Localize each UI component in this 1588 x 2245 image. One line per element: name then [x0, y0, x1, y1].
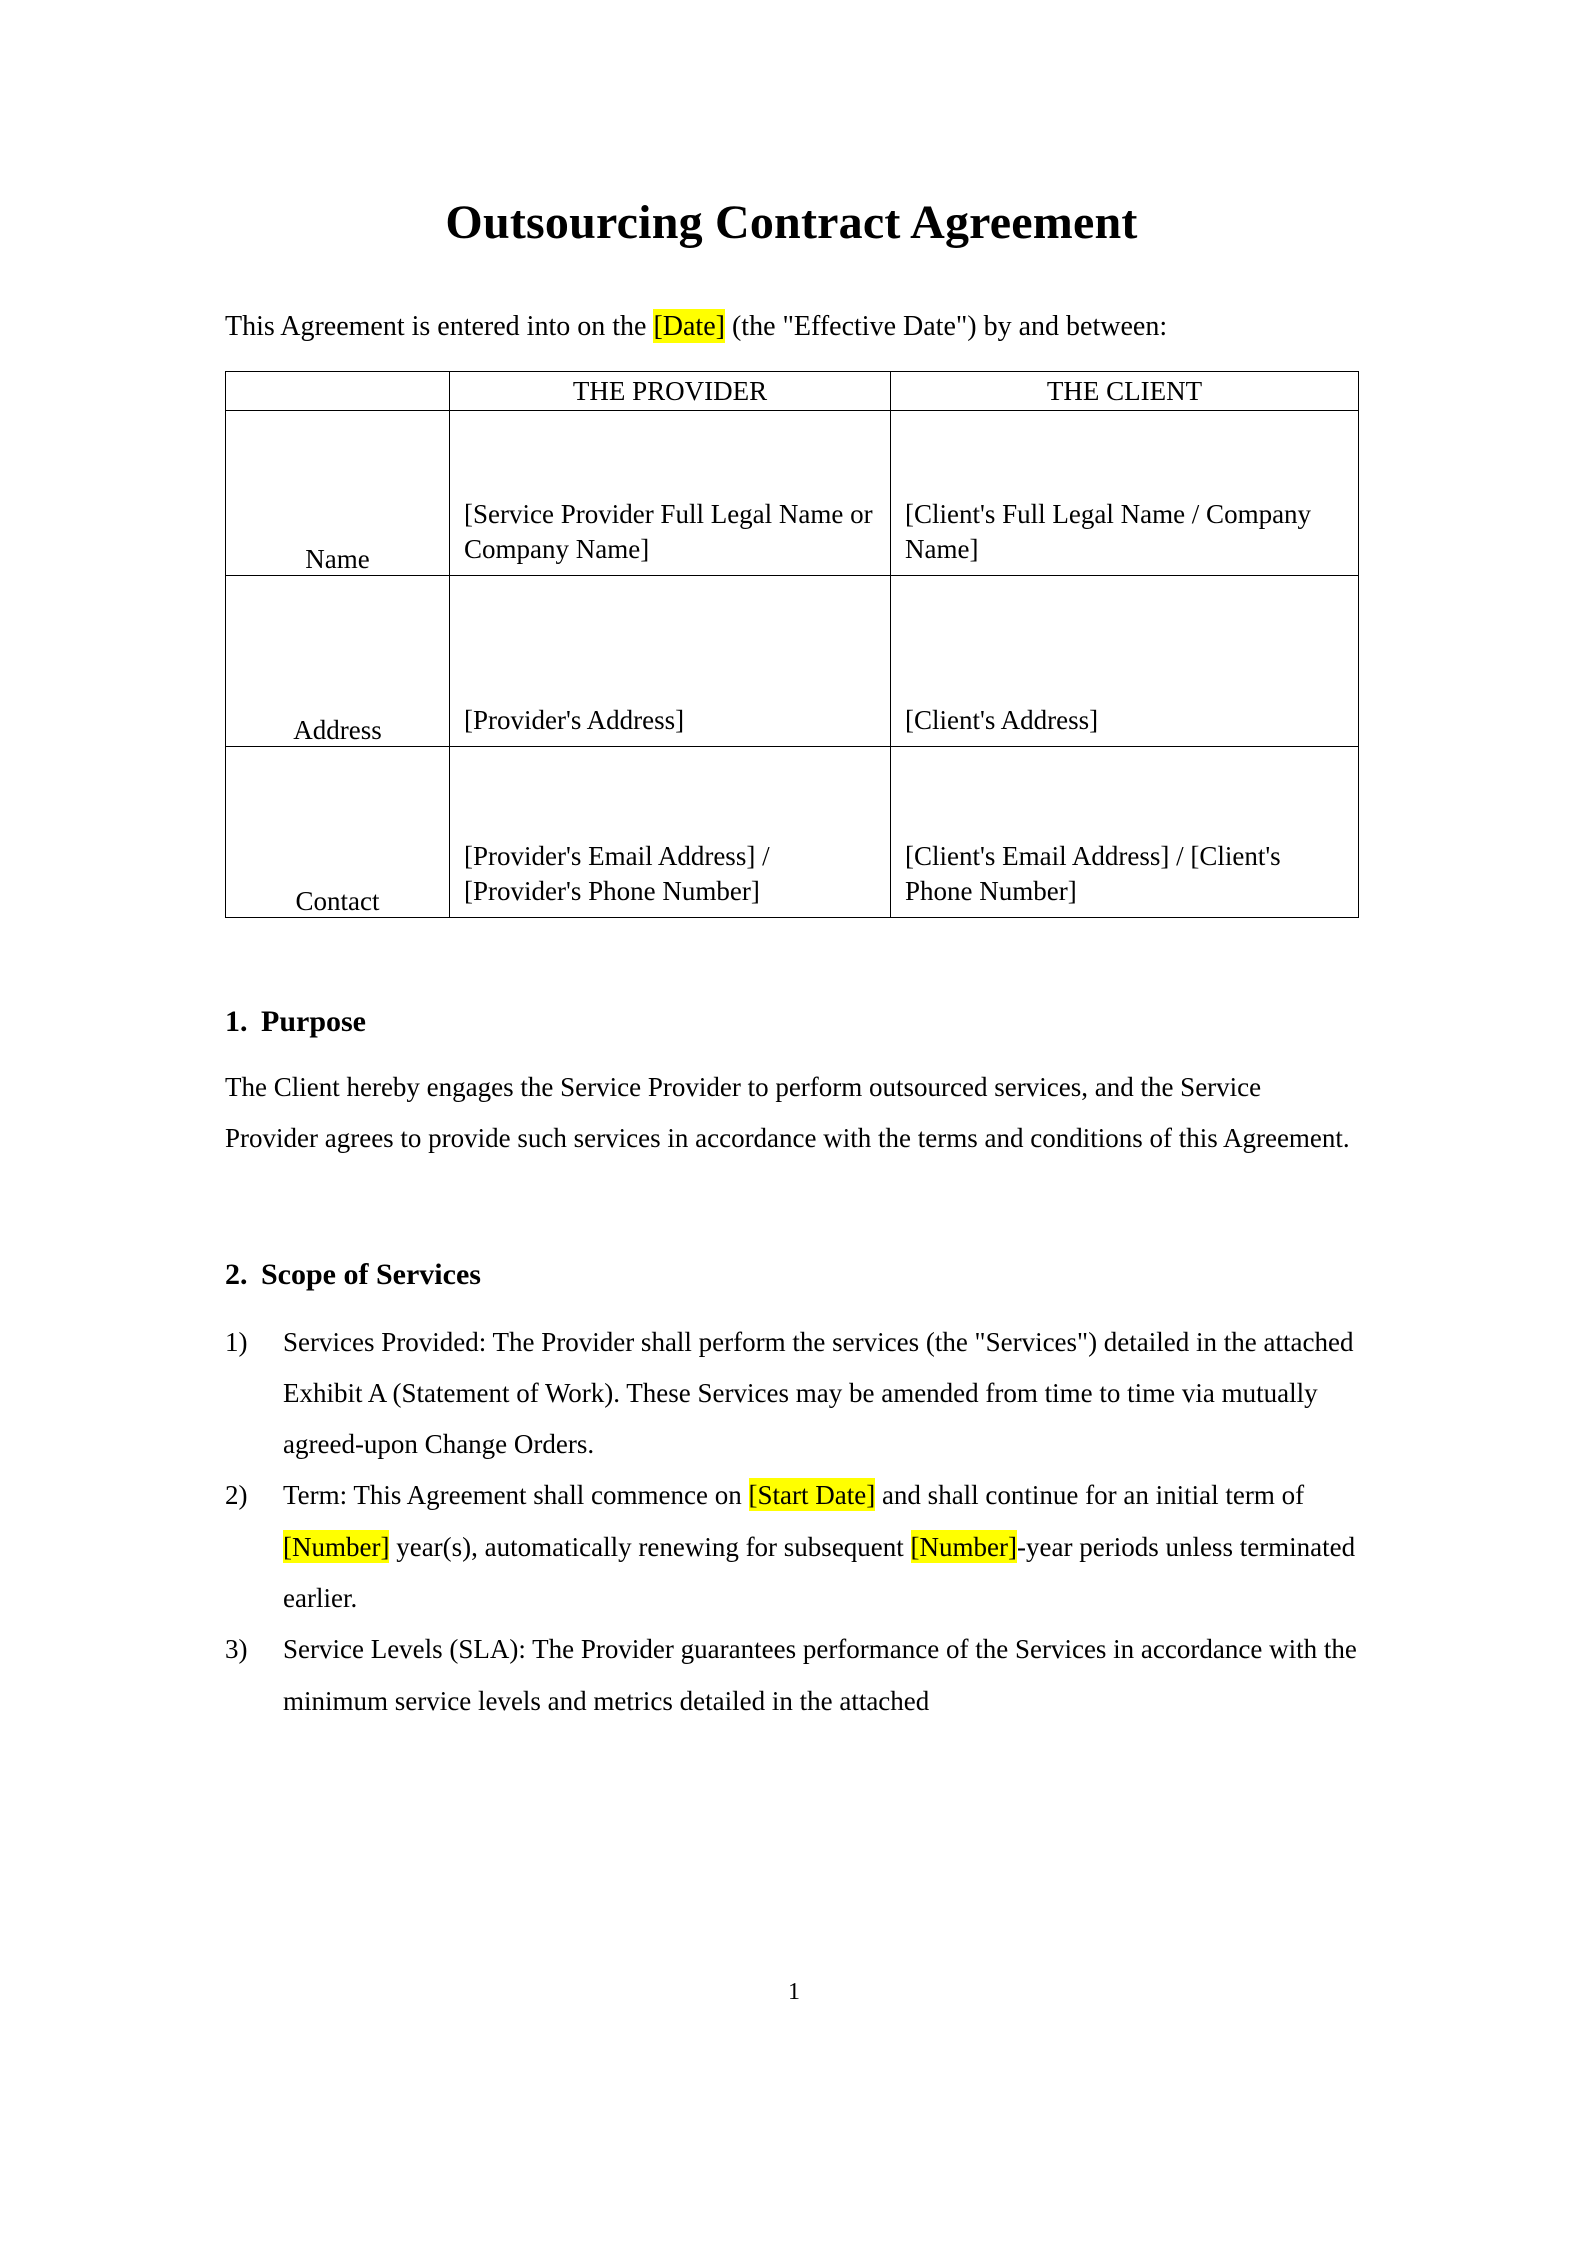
term-initial-number-placeholder: [Number]	[283, 1531, 390, 1562]
table-header-blank	[226, 371, 450, 410]
intro-date-placeholder: [Date]	[653, 311, 725, 343]
list-item	[225, 1624, 1358, 1727]
list-item-text-1: Services Provided: The Provider shall perform the services (the "Services") detailed in the attached Exhibit A (Statement of Work). These Services may be amended from time to time via mutually agreed-upon Change Orders.	[283, 1326, 1354, 1460]
term-renewal-number-placeholder: [Number]	[910, 1531, 1018, 1562]
row-label-contact: Contact	[226, 746, 450, 917]
section-heading-scope-of-services	[225, 1257, 1358, 1293]
table-header-client: THE CLIENT	[891, 371, 1359, 410]
list-item-marker-2: 2)	[225, 1480, 248, 1511]
row-label-address: Address	[226, 575, 450, 746]
spacer	[225, 1165, 1358, 1257]
cell-client-name-text: [Client's Full Legal Name / Company Name]	[905, 498, 1312, 564]
table-row	[226, 575, 1359, 746]
intro-text-after: (the "Effective Date") by and between:	[724, 311, 1168, 343]
term-segment-3: year(s), automatically renewing for subsequent	[389, 1531, 911, 1562]
list-item	[225, 1317, 1358, 1471]
intro-paragraph	[225, 250, 1358, 346]
term-segment-1: Term: This Agreement shall commence on	[283, 1480, 749, 1511]
list-item	[225, 1470, 1358, 1624]
table-row	[226, 410, 1359, 575]
spacer	[225, 918, 1358, 1004]
cell-client-address	[891, 575, 1359, 746]
cell-client-contact-text: [Client's Email Address] / [Client's Phone Number]	[905, 840, 1281, 906]
list-item-marker-3: 3)	[225, 1634, 248, 1665]
footer-page-number: 1	[788, 1979, 800, 2005]
intro-text-before: This Agreement is entered into on the	[225, 311, 654, 343]
term-segment-4: -year periods unless terminated earlier.	[283, 1531, 1356, 1614]
cell-client-address-text: [Client's Address]	[905, 704, 1099, 735]
cell-client-contact	[891, 746, 1359, 917]
table-header-row	[226, 371, 1359, 410]
purpose-paragraph: The Client hereby engages the Service Provider to perform outsourced services, and the Service Provider agrees to provide such services in accordance with the terms and conditions of this Agreement.	[225, 1071, 1350, 1154]
page-title: Outsourcing Contract Agreement	[445, 196, 1138, 249]
table-row	[226, 746, 1359, 917]
term-start-date-placeholder: [Start Date]	[748, 1480, 876, 1511]
list-item-text-3: Service Levels (SLA): The Provider guarantees performance of the Services in accordance with the minimum service levels and metrics detailed in the attached	[283, 1634, 1357, 1716]
section-number-1: 1.	[225, 1004, 248, 1038]
row-label-name: Name	[226, 410, 450, 575]
section-title-1: Purpose	[261, 1004, 366, 1038]
section-title-2: Scope of Services	[261, 1257, 481, 1291]
party-information-table	[225, 371, 1359, 918]
section-number-2: 2.	[225, 1257, 248, 1291]
cell-provider-address	[450, 575, 891, 746]
cell-provider-contact-text: [Provider's Email Address] / [Provider's Phone Number]	[464, 840, 770, 906]
page-content	[225, 0, 1358, 1727]
list-item-marker-1: 1)	[225, 1326, 248, 1357]
scope-of-services-list	[225, 1293, 1358, 1727]
cell-provider-name	[450, 410, 891, 575]
cell-provider-address-text: [Provider's Address]	[464, 704, 685, 735]
cell-provider-contact	[450, 746, 891, 917]
section-heading-purpose	[225, 1004, 1358, 1040]
table-header-provider: THE PROVIDER	[450, 371, 891, 410]
cell-client-name	[891, 410, 1359, 575]
cell-provider-name-text: [Service Provider Full Legal Name or Company Name]	[464, 498, 873, 564]
term-segment-2: and shall continue for an initial term of	[875, 1480, 1305, 1511]
